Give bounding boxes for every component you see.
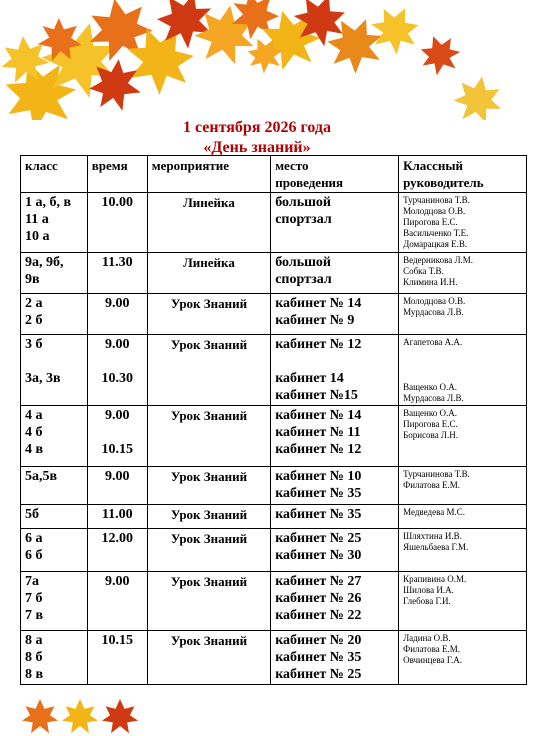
teacher-name: Ващенко О.А. <box>403 408 457 418</box>
class-cell <box>21 193 88 253</box>
class-cell <box>21 572 88 631</box>
class-name: 6 а <box>25 531 43 546</box>
place-value: кабинет № 26 <box>275 591 362 606</box>
teacher-name: Ведерникова Л.М. <box>403 255 474 265</box>
place-value: кабинет №15 <box>275 388 358 403</box>
class-cell <box>21 467 88 505</box>
place-value: большой <box>275 195 331 210</box>
event-cell: Урок Знаний <box>147 529 270 572</box>
place-value: кабинет № 14 <box>275 296 362 311</box>
teacher-name: Собка Т.В. <box>403 266 444 276</box>
teacher-name: Агапетова А.А. <box>403 337 463 347</box>
teacher-name: Домарацкая Е.В. <box>403 239 468 249</box>
teacher-name: Васильченко Т.Е. <box>403 228 469 238</box>
header-place-line: место <box>275 158 309 173</box>
place-value: кабинет № 35 <box>275 650 362 665</box>
bottom-leaves-decoration <box>22 695 142 735</box>
teacher-cell <box>399 406 527 467</box>
teacher-name: Филатова Е.М. <box>403 480 460 490</box>
event-cell: Урок Знаний <box>147 467 270 505</box>
teacher-name: Яшельбаева Г.М. <box>403 542 469 552</box>
class-cell <box>21 253 88 294</box>
table-row <box>21 467 527 505</box>
class-name: 8 а <box>25 633 43 648</box>
page-title-event: «День знаний» <box>203 139 311 156</box>
place-value: кабинет № 27 <box>275 574 362 589</box>
place-value: кабинет № 12 <box>275 337 362 352</box>
place-value: кабинет № 11 <box>275 425 361 440</box>
teacher-name: Молодцова О.В. <box>403 206 466 216</box>
header-place <box>271 156 399 193</box>
time-cell <box>87 505 147 529</box>
time-cell <box>87 631 147 685</box>
table-row <box>21 335 527 406</box>
autumn-leaves-decoration <box>0 0 534 120</box>
class-cell <box>21 529 88 572</box>
time-value: 10.30 <box>101 371 133 386</box>
teacher-name: Медведева М.С. <box>403 507 465 517</box>
place-cell <box>271 631 399 685</box>
class-name: 7а <box>25 574 39 589</box>
teacher-name: Ладина О.В. <box>403 633 451 643</box>
page-title-date: 1 сентября 2026 года <box>183 119 331 136</box>
class-cell <box>21 631 88 685</box>
time-value: 11.00 <box>101 507 133 522</box>
place-value: кабинет № 9 <box>275 313 355 328</box>
schedule-table <box>20 155 527 685</box>
time-value: 9.00 <box>104 574 130 589</box>
time-value <box>92 424 143 441</box>
event-cell: Урок Знаний <box>147 406 270 467</box>
class-name: 5а,5в <box>25 469 58 484</box>
teacher-cell <box>399 631 527 685</box>
teacher-name: Турчанинова Т.В. <box>403 195 470 205</box>
class-name: 8 б <box>25 650 43 665</box>
class-name: 10 а <box>25 229 50 244</box>
class-name <box>25 353 83 370</box>
teacher-cell <box>399 253 527 294</box>
class-name: 3а, 3в <box>25 371 61 386</box>
time-value: 10.15 <box>101 442 133 457</box>
table-row <box>21 253 527 294</box>
teacher-name: Шляхтина И.В. <box>403 531 462 541</box>
place-value: кабинет № 30 <box>275 548 362 563</box>
event-cell: Урок Знаний <box>147 631 270 685</box>
class-cell <box>21 406 88 467</box>
header-place-line: проведения <box>275 175 344 190</box>
header-teacher-line: Классный <box>403 158 463 173</box>
time-cell <box>87 335 147 406</box>
teacher-name: Глебова Г.И. <box>403 596 451 606</box>
class-name: 2 б <box>25 313 43 328</box>
event-cell: Урок Знаний <box>147 505 270 529</box>
place-value <box>275 353 394 370</box>
time-cell <box>87 467 147 505</box>
teacher-cell <box>399 529 527 572</box>
teacher-name: Овчинцева Г.А. <box>403 655 463 665</box>
event-cell: Урок Знаний <box>147 335 270 406</box>
class-name: 2 а <box>25 296 43 311</box>
table-row <box>21 631 527 685</box>
place-value: кабинет № 35 <box>275 507 362 522</box>
place-value: кабинет № 20 <box>275 633 362 648</box>
place-cell <box>271 467 399 505</box>
table-row <box>21 572 527 631</box>
place-value: кабинет № 25 <box>275 667 362 682</box>
time-value: 9.00 <box>104 337 130 352</box>
time-value: 10.15 <box>101 633 133 648</box>
teacher-cell <box>399 335 527 406</box>
teacher-name: Борисова Л.Н. <box>403 430 459 440</box>
header-class: класс <box>21 156 88 193</box>
time-value: 9.00 <box>104 469 130 484</box>
place-value: спортзал <box>275 212 332 227</box>
place-value: большой <box>275 255 331 270</box>
teacher-name: Шилова И.А. <box>403 585 454 595</box>
teacher-name <box>403 348 522 365</box>
teacher-cell <box>399 294 527 335</box>
leaf-cluster <box>0 0 506 120</box>
class-cell <box>21 335 88 406</box>
table-row <box>21 193 527 253</box>
class-name: 7 б <box>25 591 43 606</box>
event-cell: Линейка <box>147 253 270 294</box>
teacher-name: Крапивина О.М. <box>403 574 467 584</box>
teacher-name: Турчанинова Т.В. <box>403 469 470 479</box>
header-time: время <box>87 156 147 193</box>
place-cell <box>271 572 399 631</box>
class-cell <box>21 505 88 529</box>
time-value: 9.00 <box>104 296 130 311</box>
header-teacher-line: руководитель <box>403 175 484 190</box>
place-value: кабинет № 14 <box>275 408 362 423</box>
place-cell <box>271 406 399 467</box>
place-cell <box>271 253 399 294</box>
teacher-cell <box>399 505 527 529</box>
time-cell <box>87 193 147 253</box>
table-header-row <box>21 156 527 193</box>
teacher-name: Филатова Е.М. <box>403 644 460 654</box>
class-name: 1 а, б, в <box>25 195 72 210</box>
class-name: 4 в <box>25 442 44 457</box>
time-cell <box>87 529 147 572</box>
class-name: 9в <box>25 272 40 287</box>
teacher-name: Климина И.Н. <box>403 277 458 287</box>
class-name: 8 в <box>25 667 44 682</box>
teacher-name: Мурдасова Л.В. <box>403 307 464 317</box>
time-value: 10.00 <box>101 195 133 210</box>
class-name: 11 а <box>25 212 49 227</box>
class-cell <box>21 294 88 335</box>
class-name: 9а, 9б, <box>25 255 64 270</box>
place-value: кабинет № 35 <box>275 486 362 501</box>
table-row <box>21 529 527 572</box>
time-cell <box>87 294 147 335</box>
class-name: 5б <box>25 507 39 522</box>
teacher-name: Ващенко О.А. <box>403 382 457 392</box>
place-value: кабинет № 12 <box>275 442 362 457</box>
teacher-cell <box>399 572 527 631</box>
table-row <box>21 294 527 335</box>
place-value: кабинет № 10 <box>275 469 362 484</box>
time-value: 11.30 <box>101 255 133 270</box>
event-cell: Линейка <box>147 193 270 253</box>
place-cell <box>271 294 399 335</box>
class-name: 7 в <box>25 608 44 623</box>
event-cell: Урок Знаний <box>147 572 270 631</box>
teacher-cell <box>399 467 527 505</box>
header-teacher <box>399 156 527 193</box>
time-value: 9.00 <box>104 408 130 423</box>
class-name: 4 б <box>25 425 43 440</box>
class-name: 6 б <box>25 548 43 563</box>
place-value: спортзал <box>275 272 332 287</box>
place-cell <box>271 335 399 406</box>
place-cell <box>271 529 399 572</box>
class-name: 4 а <box>25 408 43 423</box>
place-cell <box>271 505 399 529</box>
time-cell <box>87 253 147 294</box>
teacher-name: Пирогова Е.С. <box>403 419 458 429</box>
teacher-cell <box>399 193 527 253</box>
time-value <box>92 353 143 370</box>
event-cell: Урок Знаний <box>147 294 270 335</box>
teacher-name: Пирогова Е.С. <box>403 217 458 227</box>
class-name: 3 б <box>25 337 43 352</box>
place-cell <box>271 193 399 253</box>
place-value: кабинет № 22 <box>275 608 362 623</box>
header-event: мероприятие <box>147 156 270 193</box>
place-value: кабинет 14 <box>275 371 344 386</box>
time-cell <box>87 406 147 467</box>
teacher-name <box>403 365 522 382</box>
time-value: 12.00 <box>101 531 133 546</box>
table-row <box>21 406 527 467</box>
teacher-name: Мурдасова Л.В. <box>403 393 464 403</box>
table-row <box>21 505 527 529</box>
teacher-name: Молодцова О.В. <box>403 296 466 306</box>
time-cell <box>87 572 147 631</box>
place-value: кабинет № 25 <box>275 531 362 546</box>
